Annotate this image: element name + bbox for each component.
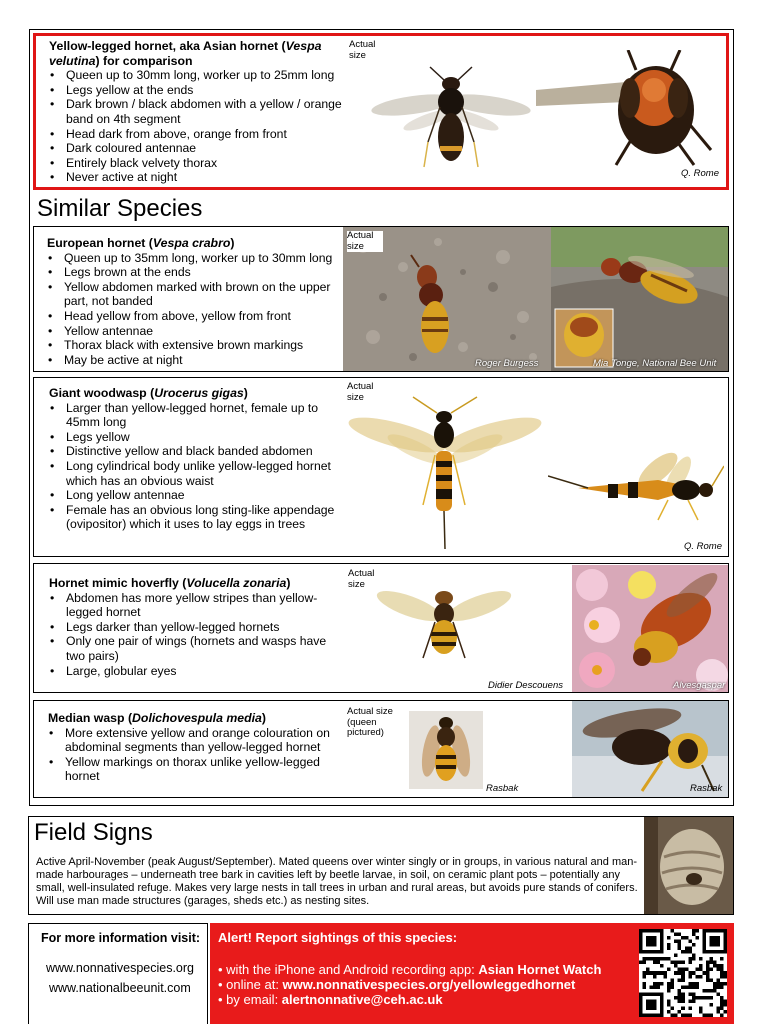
european-hornet-photo-wood — [551, 227, 728, 371]
alert-email-line[interactable]: • by email: alertnonnative@ceh.ac.uk — [218, 992, 443, 1007]
bullet-item: • Queen up to 35mm long, worker up to 30mm long — [45, 251, 343, 266]
alert-heading: Alert! Report sightings of this species: — [218, 930, 458, 945]
hoverfly-text — [49, 576, 341, 678]
bullet-item: • Entirely black velvety thorax — [47, 156, 345, 171]
bullet-item: • Queen up to 30mm long, worker up to 25mm long — [47, 68, 345, 83]
bullet-item: • Thorax black with extensive brown markings — [45, 338, 343, 353]
bullet-item: • Yellow markings on thorax unlike yellow-legged hornet — [46, 755, 340, 784]
comparison-bullets — [47, 68, 345, 185]
median-wasp-photo-top — [409, 711, 483, 789]
hoverfly-actual-size: Actual size — [348, 568, 375, 590]
asian-hornet-photo-head — [536, 50, 722, 168]
giant-woodwasp-text — [49, 386, 341, 532]
bullet-item: • Dark coloured antennae — [47, 141, 345, 156]
bullet-item: • Long yellow antennae — [47, 488, 341, 503]
giant-woodwasp-title: Giant woodwasp (Urocerus gigas) — [49, 386, 248, 400]
comparison-actual-size: Actual size — [349, 39, 376, 61]
link-nonnativespecies[interactable]: www.nonnativespecies.org — [46, 961, 194, 975]
bullet-item: • Never active at night — [47, 170, 345, 185]
bullet-item: • Female has an obvious long sting-like appendage (ovipositor) which it uses to lay eggs in trees — [47, 503, 341, 532]
european-hornet-title: European hornet (Vespa crabro) — [47, 236, 235, 250]
giant-woodwasp-credit: Q. Rome — [684, 541, 723, 552]
alert-online-line[interactable]: • online at: www.nonnativespecies.org/yellowleggedhornet — [218, 977, 576, 992]
median-wasp-credit-2: Rasbak — [690, 783, 723, 794]
link-nationalbeeunit[interactable]: www.nationalbeeunit.com — [49, 981, 191, 995]
giant-woodwasp-bullets — [47, 401, 341, 532]
median-wasp-credit-1: Rasbak — [486, 783, 519, 794]
qr-code[interactable] — [639, 929, 727, 1017]
giant-woodwasp-photo-top — [345, 395, 545, 553]
bullet-item: • Legs yellow at the ends — [47, 83, 345, 98]
bullet-item: • Only one pair of wings (hornets and wasps have two pairs) — [47, 634, 341, 663]
bullet-item: • May be active at night — [45, 353, 343, 368]
european-hornet-actual-size: Actual size — [347, 231, 383, 252]
field-signs-heading: Field Signs — [34, 819, 153, 846]
european-hornet-bullets — [45, 251, 343, 368]
bullet-item: • Legs yellow — [47, 430, 341, 445]
bullet-item: • Legs darker than yellow-legged hornets — [47, 620, 341, 635]
hoverfly-bullets — [47, 591, 341, 679]
european-hornet-credit-2: Mia Tonge, National Bee Unit — [593, 358, 717, 369]
hoverfly-credit-1: Didier Descouens — [488, 680, 563, 691]
alert-app-line: • with the iPhone and Android recording app: Asian Hornet Watch — [218, 962, 602, 977]
comparison-text — [49, 39, 345, 185]
comparison-title: Yellow-legged hornet, aka Asian hornet (Vespa velutina) for comparison — [49, 39, 322, 68]
bullet-item: • Abdomen has more yellow stripes than yellow-legged hornet — [47, 591, 341, 620]
bullet-item: • Distinctive yellow and black banded abdomen — [47, 444, 341, 459]
bullet-item: • More extensive yellow and orange colouration on abdominal segments than yellow-legged hornet — [46, 726, 340, 755]
more-info-heading: For more information visit: — [41, 931, 201, 945]
bullet-item: • Yellow abdomen marked with brown on the upper part, not banded — [45, 280, 343, 309]
bullet-item: • Dark brown / black abdomen with a yellow / orange band on 4th segment — [47, 97, 345, 126]
bullet-item: • Large, globular eyes — [47, 664, 341, 679]
hoverfly-credit-2: Alvesgaspar — [673, 680, 726, 691]
european-hornet-text — [47, 236, 343, 367]
hornet-nest-photo — [644, 817, 733, 914]
asian-hornet-photo-top — [368, 62, 534, 172]
hoverfly-title: Hornet mimic hoverfly (Volucella zonaria) — [49, 576, 291, 590]
bullet-item: • Legs brown at the ends — [45, 265, 343, 280]
bullet-item: • Head dark from above, orange from front — [47, 127, 345, 142]
giant-woodwasp-actual-size: Actual size — [347, 381, 374, 403]
hoverfly-photo-top — [375, 582, 513, 670]
comparison-credit: Q. Rome — [681, 168, 720, 179]
hoverfly-photo-flowers — [572, 565, 728, 692]
european-hornet-credit-1: Roger Burgess — [475, 358, 539, 369]
similar-species-heading: Similar Species — [37, 195, 203, 222]
giant-woodwasp-photo-side — [548, 448, 724, 530]
median-wasp-bullets — [46, 726, 340, 784]
bullet-item: • Yellow antennae — [45, 324, 343, 339]
bullet-item: • Head yellow from above, yellow from front — [45, 309, 343, 324]
bullet-item: • Larger than yellow-legged hornet, female up to 45mm long — [47, 401, 341, 430]
median-wasp-actual-size: Actual size (queen pictured) — [347, 706, 393, 738]
median-wasp-text — [48, 711, 340, 784]
field-signs-text: Active April-November (peak August/September). Mated queens over winter singly or in groups, in various natural and man-made harbourages – underneath tree bark in cavities left by beetle larvae, in soil, on ceramic plant pots – potentially any small, well-insulated refuge. Makes very large nests in tall trees in urban and rural areas, but avoids pure stands of conifers. Will use man made structures (garages, sheds etc.) as nesting sites. — [36, 856, 638, 907]
median-wasp-title: Median wasp (Dolichovespula media) — [48, 711, 266, 725]
bullet-item: • Long cylindrical body unlike yellow-legged hornet which has an obvious waist — [47, 459, 341, 488]
